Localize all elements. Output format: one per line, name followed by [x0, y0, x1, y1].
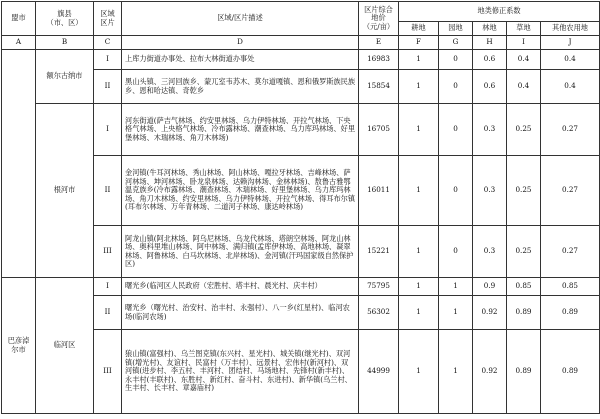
coef-other: 0.85 [541, 278, 600, 296]
coef-forest: 0.9 [473, 278, 507, 296]
coef-cultivated: 1 [399, 278, 439, 296]
header-forest: 林地 [473, 22, 507, 36]
coef-garden: 0 [439, 226, 473, 278]
header-league: 盟市 [2, 2, 36, 36]
description-cell: 曙光乡(临河区人民政府（宏胜村、塔丰村、晨光村、庆丰村） [122, 278, 359, 296]
coef-grassland: 0.4 [507, 50, 541, 70]
letter-cell: F [399, 36, 439, 50]
letter-cell: G [439, 36, 473, 50]
zone-cell: I [94, 50, 122, 70]
coef-garden: 1 [439, 330, 473, 414]
description-cell: 金河镇(牛耳河林场、秀山林场、阿山林场、嘎拉牙林场、吉峰林场、萨河林场、坤河林场、卧龙泉林场、达赖沟林场、金林林场)、敖鲁古雅鄂温克族乡(冷布露林场、潮查林场、木瑞林场、好里堡林场、乌力库玛林场、角刀木林场、约安里林场、乌力伊特林场、开拉气林场、得耳布尔镇(耳布尔林场、万年青林场、二道河子林场、康达岭林场) [122, 156, 359, 226]
letter-cell: A [2, 36, 36, 50]
table-row [2, 278, 600, 296]
coef-garden: 1 [439, 278, 473, 296]
letter-cell: E [359, 36, 399, 50]
letter-cell: C [94, 36, 122, 50]
header-coefficient-title: 地类修正系数 [399, 2, 600, 22]
coef-grassland: 0.25 [507, 226, 541, 278]
coef-forest: 0.92 [473, 296, 507, 330]
land-price-table [1, 1, 600, 414]
description-cell: 狼山镇(富强村)、乌兰图克镇(东兴村、星光村)、城关镇(继光村)、双河镇(增光村)、友谊村、民富村（万丰村）、远景村、宏伟村(新河村)、双河镇(进步村、李五村、丰河村、团结村、马场地村、先锋村(新丰村)、永丰村(丰联村)、东胜村、新红村、奋斗村、东进村)、新华镇(乌兰村、生丰村、长丰村、章嘉庙村) [122, 330, 359, 414]
league-cell: 巴彦淖 尔市 [2, 278, 36, 414]
coef-cultivated: 1 [399, 226, 439, 278]
coef-garden: 0 [439, 104, 473, 156]
coef-grassland: 0.85 [507, 278, 541, 296]
coef-forest: 0.3 [473, 226, 507, 278]
coef-other: 0.4 [541, 50, 600, 70]
letter-row [2, 36, 600, 50]
coef-grassland: 0.4 [507, 70, 541, 104]
county-cell: 额尔古纳市 [36, 50, 94, 104]
price-cell: 16705 [359, 104, 399, 156]
coef-cultivated: 1 [399, 330, 439, 414]
coef-other: 0.89 [541, 296, 600, 330]
coef-cultivated: 1 [399, 296, 439, 330]
letter-cell: B [36, 36, 94, 50]
price-cell: 15854 [359, 70, 399, 104]
coef-garden: 0 [439, 156, 473, 226]
coef-cultivated: 1 [399, 50, 439, 70]
zone-cell: III [94, 330, 122, 414]
coef-grassland: 0.25 [507, 156, 541, 226]
zone-cell: II [94, 70, 122, 104]
coef-other: 0.27 [541, 104, 600, 156]
coef-other: 0.4 [541, 70, 600, 104]
zone-cell: III [94, 226, 122, 278]
coef-grassland: 0.89 [507, 296, 541, 330]
description-cell: 上库力街道办事处、拉布大林街道办事处 [122, 50, 359, 70]
header-description: 区域/区片描述 [122, 2, 359, 36]
zone-cell: I [94, 278, 122, 296]
league-cell-empty [2, 50, 36, 278]
table-row [2, 104, 600, 156]
header-zone: 区域 区片 [94, 2, 122, 36]
coef-garden: 0 [439, 70, 473, 104]
table-row [2, 50, 600, 70]
letter-cell: H [473, 36, 507, 50]
coef-cultivated: 1 [399, 70, 439, 104]
coef-other: 0.89 [541, 330, 600, 414]
coef-forest: 0.3 [473, 104, 507, 156]
coef-cultivated: 1 [399, 104, 439, 156]
description-cell: 黑山头镇、三河回族乡、蒙兀室韦苏木、莫尔道嘎镇、恩和俄罗斯族民族乡、恩和哈达镇、奇乾乡 [122, 70, 359, 104]
coef-forest: 0.92 [473, 330, 507, 414]
price-cell: 15221 [359, 226, 399, 278]
coef-grassland: 0.89 [507, 330, 541, 414]
coef-other: 0.27 [541, 156, 600, 226]
coef-forest: 0.6 [473, 70, 507, 104]
coef-other: 0.27 [541, 226, 600, 278]
coef-forest: 0.6 [473, 50, 507, 70]
header-price: 区片综合 地价 （元/亩） [359, 2, 399, 36]
zone-cell: I [94, 104, 122, 156]
description-cell: 河东街道(萨吉气林场、约安里林场、乌力伊特林场、开拉气林场、下央格气林场、上央格气林场、冷布露林场、潮查林场、乌力库玛林场、好里堡林场、木瑞林场、角刀木林场) [122, 104, 359, 156]
price-cell: 56302 [359, 296, 399, 330]
description-cell: 阿龙山镇(阿北林场、阿乌尼林场、乌龙代林场、塔朗空林场、阿龙山林场、奥科里堆山林场、阿中林场、满归镇(孟库伊林场、高地林场、凝翠林场、阿鲁林场、白马坎林场、北岸林场)、金河镇(汗玛国家级自然保护区) [122, 226, 359, 278]
description-cell: 曙光乡（曙光村、治安村、治丰村、永强村）、八一乡(红星村)、临河农场(临河农场) [122, 296, 359, 330]
header-grassland: 草地 [507, 22, 541, 36]
header-county: 旗县 （市、区） [36, 2, 94, 36]
price-cell: 75795 [359, 278, 399, 296]
header-cultivated: 耕地 [399, 22, 439, 36]
coef-garden: 1 [439, 296, 473, 330]
price-cell: 16983 [359, 50, 399, 70]
price-cell: 44999 [359, 330, 399, 414]
letter-cell: I [507, 36, 541, 50]
coef-garden: 0 [439, 50, 473, 70]
county-cell: 根河市 [36, 104, 94, 278]
price-cell: 16011 [359, 156, 399, 226]
header-garden: 园地 [439, 22, 473, 36]
letter-cell: J [541, 36, 600, 50]
zone-cell: II [94, 156, 122, 226]
zone-cell: II [94, 296, 122, 330]
coef-forest: 0.3 [473, 156, 507, 226]
county-cell: 临河区 [36, 278, 94, 414]
letter-cell: D [122, 36, 359, 50]
coef-cultivated: 1 [399, 156, 439, 226]
header-other-agri: 其他农用地 [541, 22, 600, 36]
coef-grassland: 0.25 [507, 104, 541, 156]
